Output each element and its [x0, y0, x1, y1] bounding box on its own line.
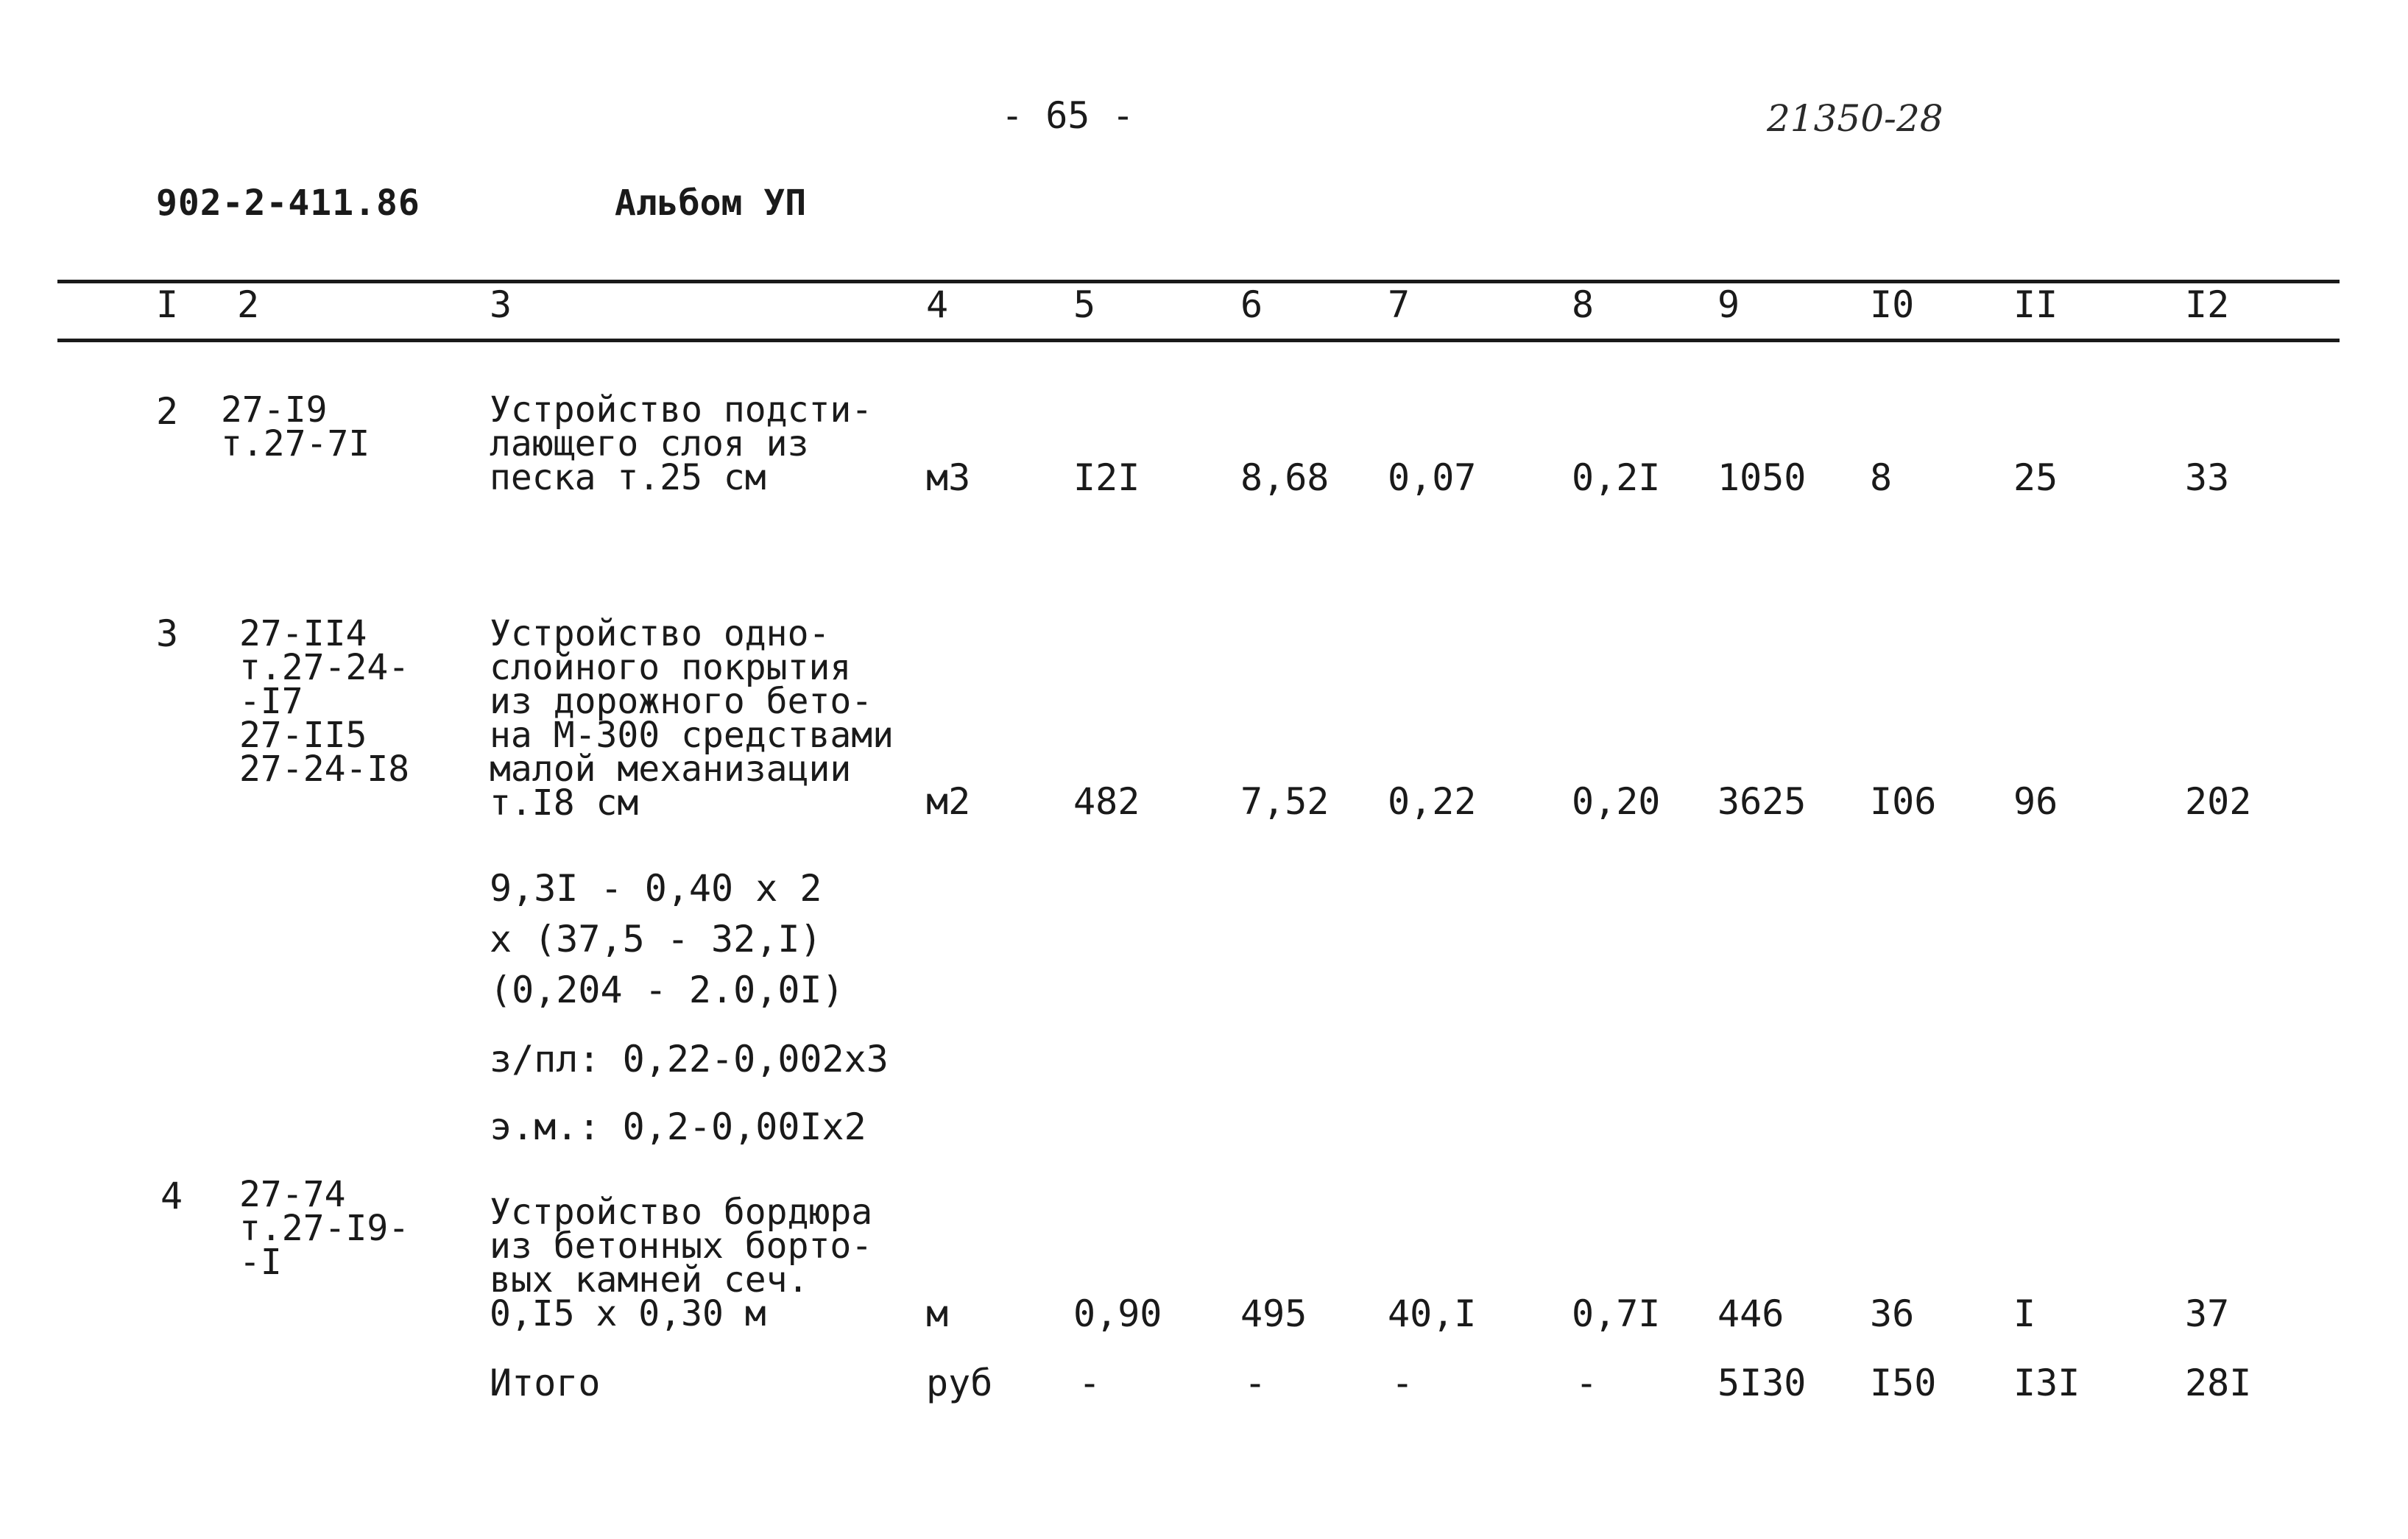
calculation-line: 9,3I - 0,40 x 2	[490, 867, 822, 910]
calculation-line: x (37,5 - 32,I)	[490, 918, 822, 960]
column-header: 6	[1240, 283, 1263, 326]
cell-quantity: 0,90	[1073, 1292, 1162, 1335]
table-header-rule	[57, 339, 2340, 342]
column-header: 8	[1572, 283, 1595, 326]
row-number: 4	[160, 1175, 183, 1217]
cell-quantity: 482	[1073, 780, 1140, 823]
cell-col12: 202	[2185, 780, 2252, 823]
total-col5: -	[1078, 1362, 1101, 1404]
column-header: 7	[1388, 283, 1410, 326]
cell-col11: I	[2013, 1292, 2036, 1335]
total-col8: -	[1575, 1362, 1598, 1404]
column-header: 4	[926, 283, 949, 326]
column-header: 5	[1073, 283, 1096, 326]
cell-col8: 0,2I	[1572, 456, 1661, 499]
cell-col9: 3625	[1717, 780, 1807, 823]
cell-col10: 8	[1870, 456, 1893, 499]
cell-col9: 446	[1717, 1292, 1784, 1335]
cell-col9: 1050	[1717, 456, 1807, 499]
norm-code: 27-I9 т.27-7I	[221, 389, 370, 464]
total-col6: -	[1244, 1362, 1267, 1404]
total-col12: 28I	[2185, 1362, 2252, 1404]
calculation-line: з/пл: 0,22-0,002x3	[490, 1038, 889, 1080]
column-header: I2	[2185, 283, 2230, 326]
calculation-line: э.м.: 0,2-0,00Ix2	[490, 1105, 866, 1148]
cell-col7: 0,07	[1388, 456, 1477, 499]
document-code: 902-2-411.86	[156, 183, 420, 224]
total-label: Итого	[490, 1362, 601, 1404]
column-header: II	[2013, 283, 2058, 326]
cell-col12: 33	[2185, 456, 2230, 499]
total-col7: -	[1391, 1362, 1414, 1404]
unit: м3	[926, 456, 971, 499]
page-number: - 65 -	[1001, 94, 1134, 137]
cell-col10: 36	[1870, 1292, 1915, 1335]
total-col11: I3I	[2013, 1362, 2080, 1404]
cell-col6: 7,52	[1240, 780, 1330, 823]
column-header: 3	[490, 283, 512, 326]
work-description: Устройство одно- слойного покрытия из дорожного бето- на М-300 средствами малой механизации т.I8 см	[490, 613, 894, 824]
calculation-line: (0,204 - 2.0,0I)	[490, 969, 844, 1011]
row-number: 2	[156, 390, 179, 433]
row-number: 3	[156, 612, 179, 655]
cell-col8: 0,20	[1572, 780, 1661, 823]
total-unit: руб	[926, 1362, 993, 1404]
unit: м2	[926, 780, 971, 823]
table-top-rule	[57, 280, 2340, 283]
norm-code: 27-II4 т.27-24- -I7 27-II5 27-24-I8	[239, 613, 410, 790]
cell-col7: 0,22	[1388, 780, 1477, 823]
norm-code: 27-74 т.27-I9- -I	[239, 1174, 410, 1283]
work-description: Устройство бордюра из бетонных борто- вых камней сеч. 0,I5 x 0,30 м	[490, 1192, 873, 1334]
unit: м	[926, 1292, 949, 1335]
column-header: 2	[237, 283, 260, 326]
cell-col7: 40,I	[1388, 1292, 1477, 1335]
cell-col11: 96	[2013, 780, 2058, 823]
cell-col6: 495	[1240, 1292, 1307, 1335]
column-header: 9	[1717, 283, 1740, 326]
cell-col11: 25	[2013, 456, 2058, 499]
cell-quantity: I2I	[1073, 456, 1140, 499]
total-col10: I50	[1870, 1362, 1937, 1404]
column-header: I0	[1870, 283, 1915, 326]
cell-col10: I06	[1870, 780, 1937, 823]
cell-col12: 37	[2185, 1292, 2230, 1335]
cell-col8: 0,7I	[1572, 1292, 1661, 1335]
album-title: Альбом УП	[615, 183, 807, 224]
reference-number: 21350-28	[1767, 97, 1943, 140]
work-description: Устройство подсти- лающего слоя из песка т.25 см	[490, 389, 873, 498]
cell-col6: 8,68	[1240, 456, 1330, 499]
total-col9: 5I30	[1717, 1362, 1807, 1404]
column-header: I	[156, 283, 179, 326]
